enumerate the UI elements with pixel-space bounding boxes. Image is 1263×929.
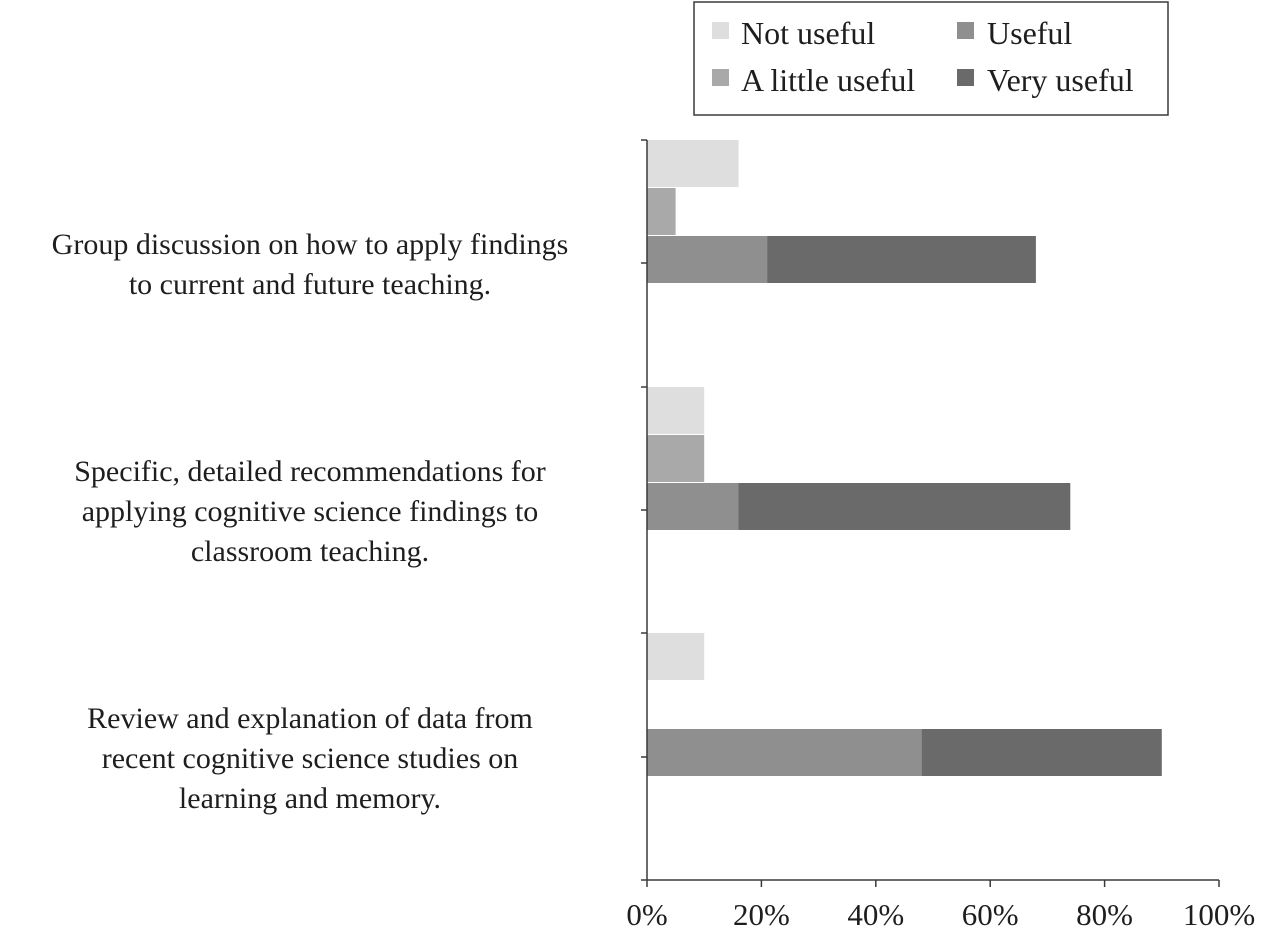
category-label-line: to current and future teaching.: [128, 268, 492, 301]
legend-swatch-useful: [957, 22, 974, 39]
category-label-line: recent cognitive science studies on: [101, 742, 519, 775]
x-tick-label: 100%: [1182, 897, 1256, 929]
legend-swatch-not-useful: [712, 22, 729, 39]
category-label-line: Group discussion on how to apply findings: [51, 228, 569, 261]
legend: [694, 2, 1168, 115]
x-tick-label: 40%: [847, 897, 905, 929]
x-tick-label: 20%: [732, 897, 790, 929]
x-tick-label: 80%: [1076, 897, 1134, 929]
bar-very-useful-2: [739, 483, 1071, 530]
bar-not-useful-2: [647, 387, 704, 434]
category-label-line: applying cognitive science findings to: [81, 495, 539, 528]
category-label-line: learning and memory.: [178, 782, 442, 815]
legend-label-not-useful: Not useful: [741, 15, 876, 51]
x-tick-label: 60%: [961, 897, 1019, 929]
category-label-line: Review and explanation of data from: [87, 702, 533, 735]
bar-a-little-useful-1: [647, 188, 676, 235]
bar-not-useful-1: [647, 140, 739, 187]
bar-useful-2: [647, 483, 739, 530]
bar-very-useful-3: [922, 729, 1162, 776]
bar-not-useful-3: [647, 633, 704, 680]
category-label-line: Specific, detailed recommendations for: [74, 455, 546, 488]
bar-useful-3: [647, 729, 922, 776]
legend-swatch-a-little-useful: [712, 69, 729, 86]
bar-very-useful-1: [767, 236, 1036, 283]
legend-swatch-very-useful: [957, 69, 974, 86]
category-label-line: classroom teaching.: [190, 535, 430, 568]
bar-useful-1: [647, 236, 767, 283]
legend-label-a-little-useful: A little useful: [741, 62, 916, 98]
legend-label-very-useful: Very useful: [987, 62, 1134, 98]
bar-a-little-useful-2: [647, 435, 704, 482]
legend-label-useful: Useful: [987, 15, 1073, 51]
x-tick-label: 0%: [626, 897, 668, 929]
